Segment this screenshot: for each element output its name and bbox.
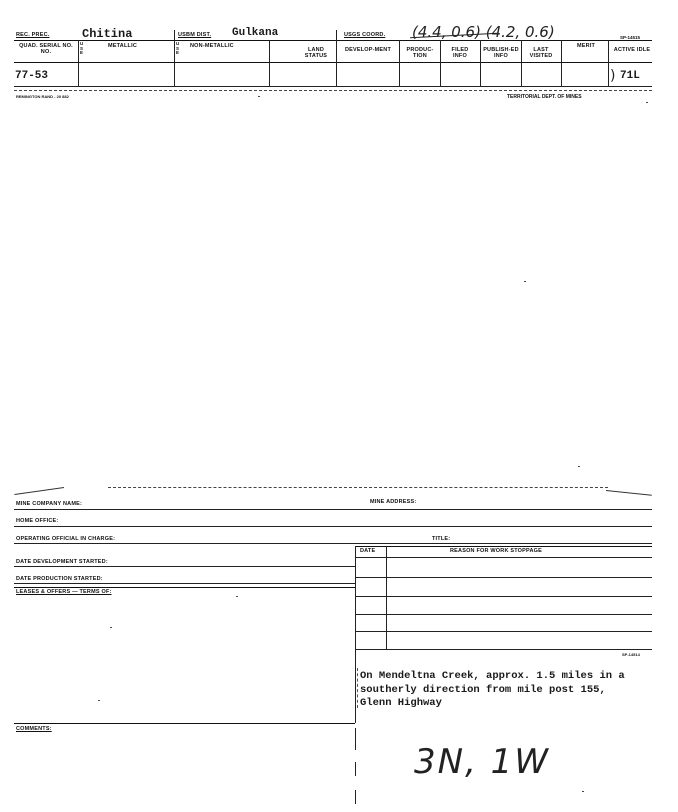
col-development: DEVELOP-MENT: [344, 47, 392, 53]
handwritten-township: 3N, 1W: [414, 742, 550, 782]
row-rule: [14, 583, 355, 584]
comments-right-border: [355, 762, 356, 776]
home-office-label: HOME OFFICE:: [16, 518, 59, 524]
date-production-label: DATE PRODUCTION STARTED:: [16, 576, 103, 582]
comments-right-border: [355, 790, 356, 804]
leases-right-border: [355, 587, 356, 723]
col-use-1: U S E: [80, 41, 84, 55]
fold-mark: [606, 490, 652, 496]
department-imprint: TERRITORIAL DEPT. OF MINES: [507, 94, 582, 100]
col-last-visited: LAST VISITED: [529, 47, 553, 59]
speck: [110, 627, 112, 628]
row-rule: [14, 509, 652, 510]
active-idle-mark: ): [610, 68, 616, 84]
speck: [578, 466, 580, 467]
stoppage-date-divider: [386, 546, 387, 649]
comments-right-border: [355, 728, 356, 750]
usbm-dist-label: USBM DIST.: [178, 32, 212, 38]
column-divider: [336, 30, 337, 86]
active-idle-value: 71L: [620, 70, 640, 82]
col-active-idle: ACTIVE IDLE: [613, 47, 651, 53]
row-rule: [14, 566, 355, 567]
form-number-2: SP-14514: [622, 652, 640, 657]
column-divider: [480, 40, 481, 86]
speck: [646, 102, 648, 103]
row-rule: [14, 526, 652, 527]
fold-dashed-rule: [108, 487, 608, 488]
column-divider: [269, 40, 270, 86]
stoppage-row-rule: [355, 631, 652, 632]
stoppage-row-rule: [355, 614, 652, 615]
header-divider: [14, 86, 652, 87]
operating-official-label: OPERATING OFFICIAL IN CHARGE:: [16, 536, 116, 542]
col-non-metallic: NON-METALLIC: [190, 43, 234, 49]
column-divider: [521, 40, 522, 86]
usbm-dist-value: Gulkana: [232, 27, 279, 39]
stoppage-row-rule: [355, 577, 652, 578]
stoppage-row-rule: [355, 649, 652, 650]
col-published-info: PUBLISH-ED INFO: [483, 47, 519, 59]
speck: [258, 96, 260, 97]
form-number: SP-14515: [620, 35, 641, 40]
col-land-status: LAND STATUS: [304, 47, 328, 59]
location-note: [360, 670, 625, 711]
speck: [236, 596, 238, 597]
header-dashed-rule: [14, 90, 652, 91]
mine-company-name-label: MINE COMPANY NAME:: [16, 501, 83, 507]
rec-prec-label: REC. PREC.: [16, 32, 50, 38]
reason-header: REASON FOR WORK STOPPAGE: [450, 548, 542, 554]
rec-prec-value: Chitina: [82, 27, 133, 41]
fold-mark: [14, 487, 64, 495]
usgs-coord-value: (4.4, 0.6) (4.2, 0.6): [412, 23, 555, 41]
stoppage-row-rule: [355, 596, 652, 597]
row-rule: [14, 587, 355, 588]
col-filed-info: FILED INFO: [451, 47, 469, 59]
comments-rule: [14, 723, 355, 724]
location-note-line: southerly direction from mile post 155,: [360, 683, 606, 696]
col-quad-serial: QUAD. SERIAL NO. NO.: [19, 43, 73, 55]
note-dashed-margin: [357, 668, 358, 708]
header-divider: [14, 62, 652, 63]
col-use-2: U S E: [176, 41, 180, 55]
stoppage-header-rule: [355, 557, 652, 558]
row-rule: [14, 543, 652, 544]
speck: [98, 700, 100, 701]
col-production: PRODUC-TION: [406, 47, 434, 59]
location-note-line: Glenn Highway: [360, 697, 442, 709]
usgs-coord-label: USGS COORD.: [344, 32, 386, 38]
column-divider: [608, 40, 609, 86]
location-note-line: On Mendeltna Creek, approx. 1.5 miles in a: [360, 670, 625, 682]
column-divider: [440, 40, 441, 86]
col-merit: MERIT: [577, 43, 596, 49]
leases-label: LEASES & OFFERS — TERMS OF:: [16, 589, 112, 595]
date-header: DATE: [360, 548, 376, 554]
col-metallic: METALLIC: [108, 43, 137, 49]
speck: [524, 281, 526, 282]
column-divider: [399, 40, 400, 86]
column-divider: [78, 40, 79, 86]
comments-label: COMMENTS:: [16, 726, 52, 732]
speck: [582, 791, 584, 792]
quad-serial-value: 77-53: [15, 70, 49, 82]
stoppage-table-top: [355, 546, 652, 547]
title-label: TITLE:: [432, 536, 451, 542]
printer-imprint: REMINGTON RAND - 20 882: [16, 94, 69, 99]
mine-address-label: MINE ADDRESS:: [370, 499, 417, 505]
date-development-label: DATE DEVELOPMENT STARTED:: [16, 559, 108, 565]
column-divider: [561, 40, 562, 86]
column-divider: [174, 30, 175, 86]
